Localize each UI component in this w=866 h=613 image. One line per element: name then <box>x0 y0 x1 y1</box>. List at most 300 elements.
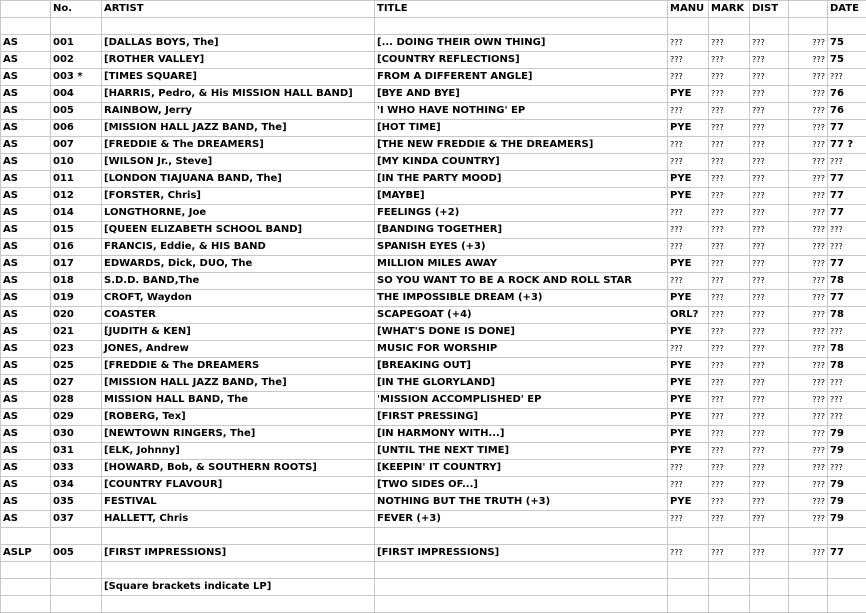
cell-date: 79 <box>828 443 866 460</box>
cell-extra: ??? <box>789 273 828 290</box>
table-row <box>1 273 866 290</box>
cell-dist: ??? <box>750 545 789 562</box>
table-row <box>1 171 866 188</box>
cell-artist: S.D.D. BAND,The <box>102 273 375 290</box>
cell-date: 77 ? <box>828 137 866 154</box>
cell-prefix: AS <box>1 52 51 69</box>
table-row <box>1 545 866 562</box>
cell-manu: PYE <box>668 392 709 409</box>
cell-prefix: AS <box>1 511 51 528</box>
cell-extra: ??? <box>789 494 828 511</box>
cell-prefix: AS <box>1 273 51 290</box>
cell-mark: ??? <box>709 256 750 273</box>
cell-mark: ??? <box>709 545 750 562</box>
cell-mark: ??? <box>709 460 750 477</box>
cell-title: [KEEPIN' IT COUNTRY] <box>375 460 668 477</box>
cell-dist: ??? <box>750 222 789 239</box>
cell-date: 75 <box>828 35 866 52</box>
blank-row <box>1 562 866 579</box>
cell-extra: ??? <box>789 86 828 103</box>
cell-date: ??? <box>828 375 866 392</box>
cell-title: [IN HARMONY WITH...] <box>375 426 668 443</box>
cell-artist: HALLETT, Chris <box>102 511 375 528</box>
cell-artist: FRANCIS, Eddie, & HIS BAND <box>102 239 375 256</box>
cell-dist: ??? <box>750 494 789 511</box>
cell-manu: PYE <box>668 120 709 137</box>
cell-manu: PYE <box>668 256 709 273</box>
cell-no: 005 <box>51 103 102 120</box>
cell-dist: ??? <box>750 171 789 188</box>
col-extra-header <box>789 1 828 18</box>
cell-dist: ??? <box>750 392 789 409</box>
cell-manu: ??? <box>668 222 709 239</box>
cell-extra: ??? <box>789 222 828 239</box>
col-no-header: No. <box>51 1 102 18</box>
cell-prefix: AS <box>1 171 51 188</box>
table-row <box>1 188 866 205</box>
cell-artist: FESTIVAL <box>102 494 375 511</box>
cell-manu: ??? <box>668 341 709 358</box>
cell-dist: ??? <box>750 477 789 494</box>
footnote-row <box>1 579 866 596</box>
cell-title: [UNTIL THE NEXT TIME] <box>375 443 668 460</box>
cell-extra: ??? <box>789 443 828 460</box>
cell-title: SPANISH EYES (+3) <box>375 239 668 256</box>
cell-title: [FIRST IMPRESSIONS] <box>375 545 668 562</box>
cell-date: 76 <box>828 103 866 120</box>
cell-manu: PYE <box>668 443 709 460</box>
cell-prefix: AS <box>1 494 51 511</box>
cell-artist: CROFT, Waydon <box>102 290 375 307</box>
cell-date: 77 <box>828 256 866 273</box>
cell-artist: [DALLAS BOYS, The] <box>102 35 375 52</box>
cell-no: 033 <box>51 460 102 477</box>
cell-manu: PYE <box>668 290 709 307</box>
table-row <box>1 460 866 477</box>
cell-artist: EDWARDS, Dick, DUO, The <box>102 256 375 273</box>
cell-no: 005 <box>51 545 102 562</box>
cell-artist: [TIMES SQUARE] <box>102 69 375 86</box>
table-row <box>1 256 866 273</box>
cell-manu: PYE <box>668 324 709 341</box>
cell-dist: ??? <box>750 460 789 477</box>
cell-dist: ??? <box>750 324 789 341</box>
cell-mark: ??? <box>709 205 750 222</box>
cell-no: 028 <box>51 392 102 409</box>
cell-date: ??? <box>828 392 866 409</box>
cell-prefix: AS <box>1 443 51 460</box>
cell-prefix: AS <box>1 392 51 409</box>
cell-mark: ??? <box>709 103 750 120</box>
cell-title: THE IMPOSSIBLE DREAM (+3) <box>375 290 668 307</box>
cell-prefix: AS <box>1 86 51 103</box>
table-row <box>1 86 866 103</box>
header-row <box>1 1 866 18</box>
cell-mark: ??? <box>709 273 750 290</box>
cell-manu: ??? <box>668 273 709 290</box>
cell-artist: [FIRST IMPRESSIONS] <box>102 545 375 562</box>
cell-mark: ??? <box>709 494 750 511</box>
cell-date: ??? <box>828 69 866 86</box>
cell-mark: ??? <box>709 443 750 460</box>
cell-dist: ??? <box>750 69 789 86</box>
cell-artist: [QUEEN ELIZABETH SCHOOL BAND] <box>102 222 375 239</box>
cell-extra: ??? <box>789 137 828 154</box>
cell-manu: PYE <box>668 426 709 443</box>
cell-title: MILLION MILES AWAY <box>375 256 668 273</box>
cell-artist: [FORSTER, Chris] <box>102 188 375 205</box>
cell-mark: ??? <box>709 307 750 324</box>
cell-title: NOTHING BUT THE TRUTH (+3) <box>375 494 668 511</box>
cell-no: 023 <box>51 341 102 358</box>
cell-mark: ??? <box>709 137 750 154</box>
cell-manu: ??? <box>668 69 709 86</box>
cell-artist: [MISSION HALL JAZZ BAND, The] <box>102 120 375 137</box>
cell-dist: ??? <box>750 341 789 358</box>
cell-prefix: AS <box>1 256 51 273</box>
cell-artist: [MISSION HALL JAZZ BAND, The] <box>102 375 375 392</box>
cell-prefix: AS <box>1 341 51 358</box>
footnote: [Square brackets indicate LP] <box>102 579 375 596</box>
cell-extra: ??? <box>789 120 828 137</box>
cell-manu: ??? <box>668 477 709 494</box>
table-row <box>1 358 866 375</box>
table-row <box>1 443 866 460</box>
cell-manu: ??? <box>668 511 709 528</box>
cell-date: 79 <box>828 426 866 443</box>
cell-mark: ??? <box>709 239 750 256</box>
cell-date: 77 <box>828 188 866 205</box>
cell-artist: JONES, Andrew <box>102 341 375 358</box>
col-manu-header: MANU <box>668 1 709 18</box>
cell-title: [COUNTRY REFLECTIONS] <box>375 52 668 69</box>
cell-extra: ??? <box>789 103 828 120</box>
cell-title: [IN THE PARTY MOOD] <box>375 171 668 188</box>
cell-dist: ??? <box>750 52 789 69</box>
cell-no: 011 <box>51 171 102 188</box>
table-row <box>1 426 866 443</box>
cell-manu: PYE <box>668 409 709 426</box>
cell-no: 029 <box>51 409 102 426</box>
cell-extra: ??? <box>789 52 828 69</box>
cell-dist: ??? <box>750 511 789 528</box>
table-row <box>1 137 866 154</box>
cell-prefix: AS <box>1 222 51 239</box>
cell-manu: PYE <box>668 358 709 375</box>
cell-mark: ??? <box>709 290 750 307</box>
cell-no: 004 <box>51 86 102 103</box>
cell-prefix: AS <box>1 137 51 154</box>
cell-manu: PYE <box>668 494 709 511</box>
cell-date: ??? <box>828 409 866 426</box>
cell-no: 037 <box>51 511 102 528</box>
cell-no: 007 <box>51 137 102 154</box>
cell-extra: ??? <box>789 307 828 324</box>
cell-artist: [COUNTRY FLAVOUR] <box>102 477 375 494</box>
cell-extra: ??? <box>789 358 828 375</box>
cell-extra: ??? <box>789 239 828 256</box>
cell-artist: [FREDDIE & The DREAMERS <box>102 358 375 375</box>
cell-manu: ??? <box>668 545 709 562</box>
cell-dist: ??? <box>750 86 789 103</box>
table-row <box>1 239 866 256</box>
col-prefix-header <box>1 1 51 18</box>
cell-dist: ??? <box>750 273 789 290</box>
cell-artist: MISSION HALL BAND, The <box>102 392 375 409</box>
blank-row <box>1 528 866 545</box>
cell-dist: ??? <box>750 307 789 324</box>
cell-manu: ??? <box>668 154 709 171</box>
cell-title: [... DOING THEIR OWN THING] <box>375 35 668 52</box>
table-body <box>1 18 866 613</box>
cell-prefix: AS <box>1 35 51 52</box>
cell-dist: ??? <box>750 103 789 120</box>
cell-artist: [ELK, Johnny] <box>102 443 375 460</box>
cell-prefix: AS <box>1 69 51 86</box>
cell-mark: ??? <box>709 120 750 137</box>
cell-date: ??? <box>828 154 866 171</box>
cell-title: 'I WHO HAVE NOTHING' EP <box>375 103 668 120</box>
table-row <box>1 35 866 52</box>
cell-no: 001 <box>51 35 102 52</box>
table-row <box>1 290 866 307</box>
cell-dist: ??? <box>750 239 789 256</box>
cell-no: 020 <box>51 307 102 324</box>
cell-no: 018 <box>51 273 102 290</box>
cell-mark: ??? <box>709 222 750 239</box>
cell-date: 79 <box>828 494 866 511</box>
cell-mark: ??? <box>709 69 750 86</box>
cell-manu: PYE <box>668 86 709 103</box>
cell-manu: PYE <box>668 375 709 392</box>
cell-prefix: AS <box>1 409 51 426</box>
table-row <box>1 103 866 120</box>
cell-manu: PYE <box>668 188 709 205</box>
cell-mark: ??? <box>709 341 750 358</box>
cell-manu: ??? <box>668 35 709 52</box>
cell-title: [MAYBE] <box>375 188 668 205</box>
cell-prefix: AS <box>1 324 51 341</box>
cell-extra: ??? <box>789 477 828 494</box>
cell-mark: ??? <box>709 171 750 188</box>
cell-title: [WHAT'S DONE IS DONE] <box>375 324 668 341</box>
cell-prefix: AS <box>1 426 51 443</box>
cell-title: MUSIC FOR WORSHIP <box>375 341 668 358</box>
cell-dist: ??? <box>750 443 789 460</box>
cell-date: ??? <box>828 222 866 239</box>
cell-artist: [LONDON TIAJUANA BAND, The] <box>102 171 375 188</box>
cell-extra: ??? <box>789 375 828 392</box>
cell-no: 034 <box>51 477 102 494</box>
cell-manu: ??? <box>668 52 709 69</box>
cell-manu: ??? <box>668 205 709 222</box>
cell-title: [BANDING TOGETHER] <box>375 222 668 239</box>
cell-artist: LONGTHORNE, Joe <box>102 205 375 222</box>
cell-date: 77 <box>828 545 866 562</box>
cell-artist: [JUDITH & KEN] <box>102 324 375 341</box>
cell-mark: ??? <box>709 324 750 341</box>
table-row <box>1 222 866 239</box>
cell-prefix: AS <box>1 154 51 171</box>
cell-artist: [NEWTOWN RINGERS, The] <box>102 426 375 443</box>
cell-date: 77 <box>828 171 866 188</box>
cell-no: 015 <box>51 222 102 239</box>
cell-artist: RAINBOW, Jerry <box>102 103 375 120</box>
cell-extra: ??? <box>789 171 828 188</box>
cell-mark: ??? <box>709 188 750 205</box>
cell-artist: [ROTHER VALLEY] <box>102 52 375 69</box>
cell-mark: ??? <box>709 409 750 426</box>
cell-prefix: ASLP <box>1 545 51 562</box>
cell-title: [THE NEW FREDDIE & THE DREAMERS] <box>375 137 668 154</box>
table-row <box>1 511 866 528</box>
cell-date: 77 <box>828 205 866 222</box>
cell-extra: ??? <box>789 205 828 222</box>
cell-date: ??? <box>828 324 866 341</box>
cell-extra: ??? <box>789 392 828 409</box>
cell-prefix: AS <box>1 205 51 222</box>
cell-no: 025 <box>51 358 102 375</box>
cell-no: 030 <box>51 426 102 443</box>
cell-artist: [HARRIS, Pedro, & His MISSION HALL BAND] <box>102 86 375 103</box>
cell-title: [TWO SIDES OF...] <box>375 477 668 494</box>
cell-date: 78 <box>828 307 866 324</box>
cell-artist: [WILSON Jr., Steve] <box>102 154 375 171</box>
cell-prefix: AS <box>1 120 51 137</box>
col-mark-header: MARK <box>709 1 750 18</box>
cell-manu: PYE <box>668 171 709 188</box>
cell-dist: ??? <box>750 409 789 426</box>
cell-prefix: AS <box>1 358 51 375</box>
cell-no: 012 <box>51 188 102 205</box>
cell-extra: ??? <box>789 324 828 341</box>
cell-manu: ??? <box>668 103 709 120</box>
blank-row <box>1 596 866 613</box>
cell-extra: ??? <box>789 188 828 205</box>
col-dist-header: DIST <box>750 1 789 18</box>
table-row <box>1 477 866 494</box>
cell-mark: ??? <box>709 511 750 528</box>
cell-mark: ??? <box>709 426 750 443</box>
table-row <box>1 409 866 426</box>
table-row <box>1 341 866 358</box>
table-row <box>1 154 866 171</box>
table-row <box>1 52 866 69</box>
cell-prefix: AS <box>1 307 51 324</box>
cell-prefix: AS <box>1 290 51 307</box>
cell-title: FEELINGS (+2) <box>375 205 668 222</box>
cell-extra: ??? <box>789 460 828 477</box>
cell-date: 78 <box>828 358 866 375</box>
table-row <box>1 307 866 324</box>
cell-mark: ??? <box>709 52 750 69</box>
cell-no: 002 <box>51 52 102 69</box>
cell-mark: ??? <box>709 358 750 375</box>
col-title-header: TITLE <box>375 1 668 18</box>
cell-date: 77 <box>828 120 866 137</box>
cell-title: SO YOU WANT TO BE A ROCK AND ROLL STAR <box>375 273 668 290</box>
cell-date: 76 <box>828 86 866 103</box>
cell-date: 79 <box>828 477 866 494</box>
cell-title: [IN THE GLORYLAND] <box>375 375 668 392</box>
cell-extra: ??? <box>789 409 828 426</box>
cell-extra: ??? <box>789 154 828 171</box>
cell-title: FEVER (+3) <box>375 511 668 528</box>
cell-mark: ??? <box>709 392 750 409</box>
cell-date: 78 <box>828 341 866 358</box>
cell-mark: ??? <box>709 375 750 392</box>
cell-artist: [HOWARD, Bob, & SOUTHERN ROOTS] <box>102 460 375 477</box>
cell-artist: COASTER <box>102 307 375 324</box>
cell-no: 027 <box>51 375 102 392</box>
cell-dist: ??? <box>750 205 789 222</box>
cell-artist: [FREDDIE & The DREAMERS] <box>102 137 375 154</box>
cell-dist: ??? <box>750 358 789 375</box>
cell-extra: ??? <box>789 426 828 443</box>
table-row <box>1 392 866 409</box>
cell-dist: ??? <box>750 426 789 443</box>
cell-title: [HOT TIME] <box>375 120 668 137</box>
cell-dist: ??? <box>750 188 789 205</box>
cell-manu: ??? <box>668 460 709 477</box>
cell-extra: ??? <box>789 35 828 52</box>
table-row <box>1 375 866 392</box>
cell-no: 003 * <box>51 69 102 86</box>
cell-title: [BREAKING OUT] <box>375 358 668 375</box>
cell-mark: ??? <box>709 86 750 103</box>
cell-manu: ??? <box>668 137 709 154</box>
cell-extra: ??? <box>789 256 828 273</box>
cell-manu: ORL? <box>668 307 709 324</box>
table-row <box>1 120 866 137</box>
cell-prefix: AS <box>1 188 51 205</box>
cell-date: 75 <box>828 52 866 69</box>
cell-dist: ??? <box>750 35 789 52</box>
cell-no: 017 <box>51 256 102 273</box>
table-row <box>1 494 866 511</box>
cell-prefix: AS <box>1 477 51 494</box>
cell-mark: ??? <box>709 477 750 494</box>
cell-artist: [ROBERG, Tex] <box>102 409 375 426</box>
cell-extra: ??? <box>789 341 828 358</box>
blank-row <box>1 18 866 35</box>
table-row <box>1 324 866 341</box>
col-date-header: DATE <box>828 1 866 18</box>
table-row <box>1 69 866 86</box>
cell-no: 016 <box>51 239 102 256</box>
cell-date: 77 <box>828 290 866 307</box>
cell-dist: ??? <box>750 154 789 171</box>
cell-no: 006 <box>51 120 102 137</box>
cell-date: ??? <box>828 239 866 256</box>
cell-date: 79 <box>828 511 866 528</box>
cell-prefix: AS <box>1 103 51 120</box>
cell-no: 014 <box>51 205 102 222</box>
cell-prefix: AS <box>1 460 51 477</box>
cell-dist: ??? <box>750 256 789 273</box>
cell-manu: ??? <box>668 239 709 256</box>
cell-dist: ??? <box>750 290 789 307</box>
cell-no: 031 <box>51 443 102 460</box>
cell-extra: ??? <box>789 511 828 528</box>
cell-extra: ??? <box>789 545 828 562</box>
cell-title: [FIRST PRESSING] <box>375 409 668 426</box>
cell-dist: ??? <box>750 120 789 137</box>
cell-date: ??? <box>828 460 866 477</box>
col-artist-header: ARTIST <box>102 1 375 18</box>
cell-prefix: AS <box>1 239 51 256</box>
table-row <box>1 205 866 222</box>
